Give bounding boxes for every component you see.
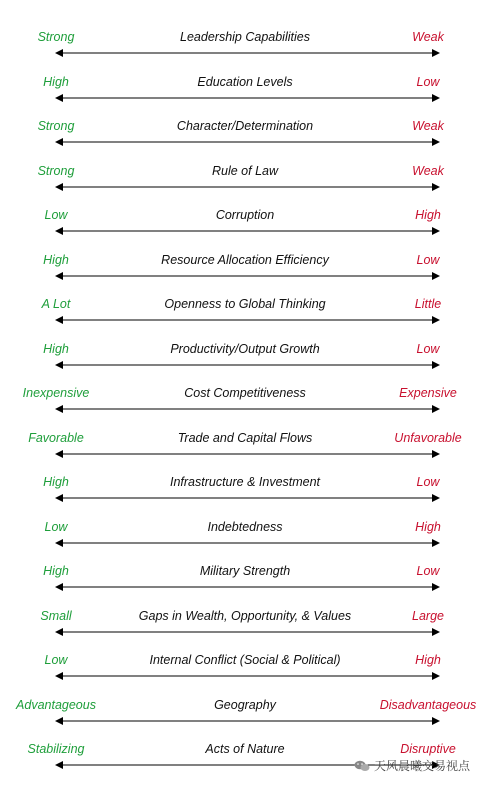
arrowhead-left [55,272,63,280]
arrowhead-left [55,405,63,413]
left-label: Strong [37,119,75,133]
right-label: Disruptive [400,742,456,756]
arrowhead-right [432,450,440,458]
center-label: Openness to Global Thinking [164,297,326,311]
center-label: Acts of Nature [205,742,285,756]
left-label: Low [44,208,68,222]
arrowhead-left [55,539,63,547]
spectrum-row [0,563,490,603]
arrowhead-left [55,94,63,102]
center-label: Geography [214,697,276,712]
arrowhead-left [55,583,63,591]
right-label: Low [416,341,440,356]
spectrum-row [0,29,490,69]
wechat-icon [354,760,370,772]
spectrum-row [0,252,490,292]
center-label: Resource Allocation Efficiency [161,252,329,267]
spectrum-row [0,207,490,247]
right-label: Weak [412,163,444,178]
spectrum-row [0,118,490,158]
left-label: High [43,341,69,356]
left-label: A Lot [41,297,71,311]
arrowhead-left [55,316,63,324]
right-label: Disadvantageous [379,697,477,712]
arrowhead-right [432,583,440,591]
spectrum-row [0,296,490,336]
arrowhead-right [432,227,440,235]
right-label: High [415,653,441,667]
spectrum-row [0,474,490,514]
right-label: Low [416,74,440,89]
left-label: Advantageous [16,697,96,712]
left-label: Stabilizing [27,742,85,756]
arrowhead-left [55,628,63,636]
center-label: Internal Conflict (Social & Political) [149,653,341,667]
arrowhead-right [432,49,440,57]
arrowhead-right [432,361,440,369]
watermark [354,757,470,774]
center-label: Gaps in Wealth, Opportunity, & Values [138,608,352,623]
left-label: Low [44,519,68,534]
arrowhead-left [55,494,63,502]
right-label: Little [414,297,442,311]
arrowhead-left [55,717,63,725]
left-label: Small [40,608,72,623]
arrowhead-right [432,183,440,191]
left-label: Strong [37,163,75,178]
center-label: Cost Competitiveness [184,386,306,400]
left-label: High [43,564,69,578]
left-label: Inexpensive [22,386,90,400]
spectrum-row [0,341,490,381]
center-label: Leadership Capabilities [180,30,310,44]
center-label: Military Strength [199,564,291,578]
arrowhead-left [55,672,63,680]
center-label: Indebtedness [207,519,283,534]
arrowhead-left [55,183,63,191]
spectrum-row [0,519,490,559]
center-label: Character/Determination [176,119,314,133]
arrowhead-left [55,450,63,458]
right-label: Large [412,608,444,623]
arrowhead-left [55,138,63,146]
right-label: Weak [412,119,444,133]
spectrum-row [0,385,490,425]
right-label: Expensive [399,386,457,400]
arrowhead-right [432,672,440,680]
arrowhead-right [432,316,440,324]
center-label: Education Levels [197,74,293,89]
arrowhead-right [432,717,440,725]
watermark-text: 天风晨曦交易视点 [374,759,471,773]
right-label: High [415,519,441,534]
spectrum-row [0,163,490,203]
center-label: Infrastructure & Investment [169,475,321,489]
spectrum-row [0,74,490,114]
left-label: Low [44,653,68,667]
arrowhead-left [55,361,63,369]
spectrum-row [0,608,490,648]
arrowhead-right [432,405,440,413]
arrowhead-right [432,539,440,547]
arrowhead-right [432,138,440,146]
left-label: High [43,252,69,267]
spectrum-row [0,652,490,692]
right-label: Low [416,564,440,578]
left-label: Favorable [28,430,84,445]
arrowhead-left [55,761,63,769]
right-label: Low [416,252,440,267]
left-label: High [43,475,69,489]
right-label: Low [416,475,440,489]
arrowhead-right [432,272,440,280]
left-label: Strong [37,30,75,44]
left-label: High [43,74,69,89]
arrowhead-right [432,494,440,502]
arrowhead-right [432,628,440,636]
center-label: Trade and Capital Flows [177,430,313,445]
spectrum-row [0,430,490,470]
spectrum-row [0,697,490,737]
arrowhead-left [55,227,63,235]
center-label: Rule of Law [211,163,279,178]
right-label: High [415,208,441,222]
center-label: Corruption [215,208,275,222]
arrowhead-right [432,94,440,102]
center-label: Productivity/Output Growth [170,341,320,356]
right-label: Weak [412,30,444,44]
right-label: Unfavorable [394,430,462,445]
arrowhead-left [55,49,63,57]
